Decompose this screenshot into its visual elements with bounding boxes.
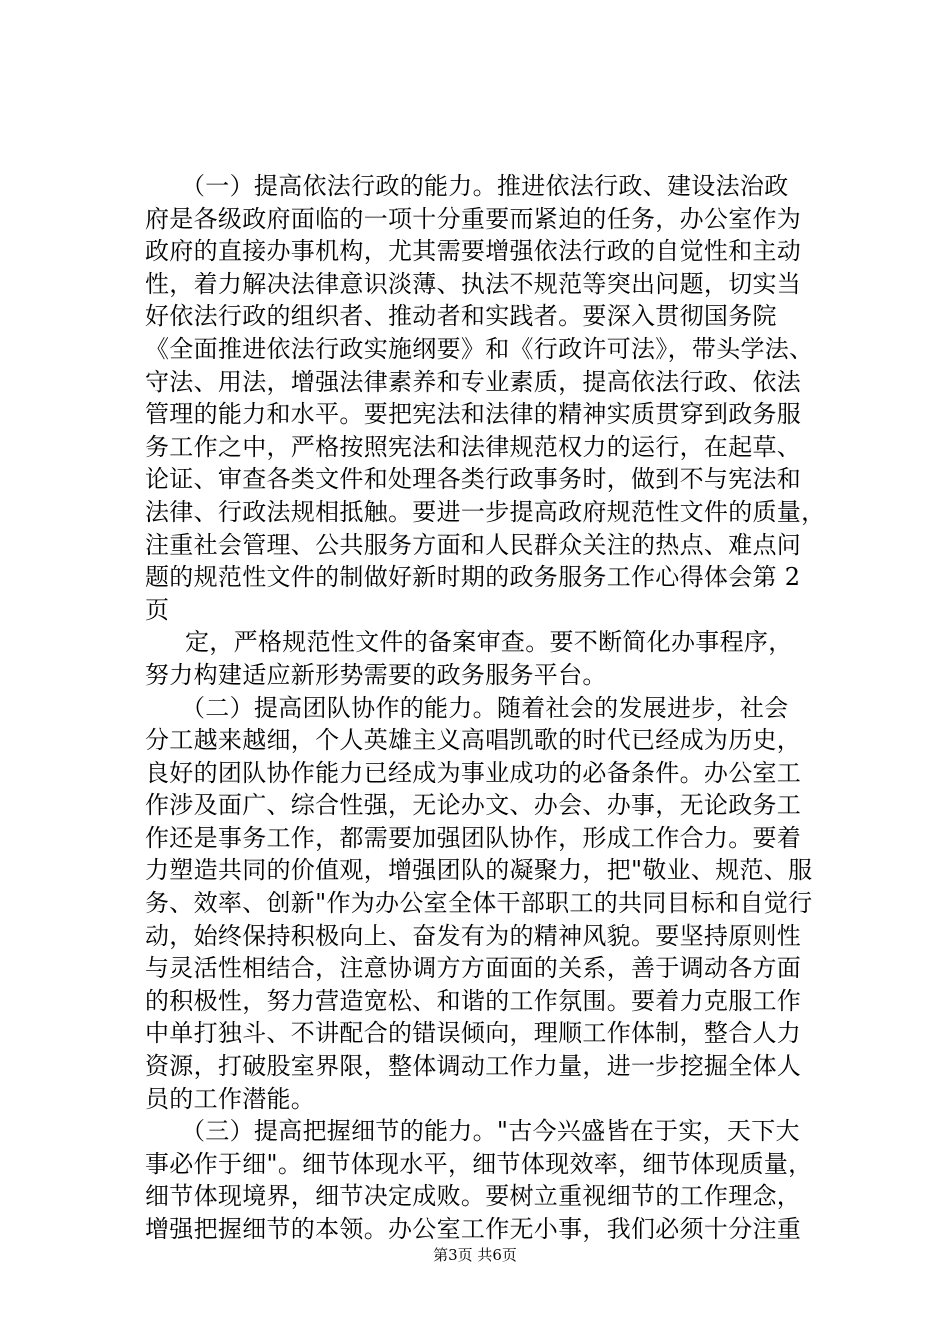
paragraph-3-line-3: 良好的团队协作能力已经成为事业成功的必备条件。办公室工 [145, 758, 802, 787]
page-footer [0, 1245, 950, 1265]
paragraph-3-line-13: 员的工作潜能。 [145, 1084, 316, 1113]
paragraph-4-line-2: 事必作于细"。细节体现水平，细节体现效率，细节体现质量， [145, 1149, 813, 1178]
paragraph-3-line-12: 资源，打破股室界限，整体调动工作力量，进一步挖掘全体人 [145, 1052, 802, 1081]
paragraph-2-line-2: 努力构建适应新形势需要的政务服务平台。 [145, 660, 607, 689]
paragraph-2-line-1: 定，严格规范性文件的备案审查。要不断简化办事程序， [185, 628, 793, 657]
document-body [145, 170, 835, 1246]
paragraph-1-line-4: 性，着力解决法律意识淡薄、执法不规范等突出问题，切实当 [145, 269, 802, 298]
paragraph-4-line-3: 细节体现境界，细节决定成败。要树立重视细节的工作理念， [145, 1182, 802, 1211]
page-number-label: 第3页 共6页 [433, 1246, 517, 1264]
paragraph-1-line-5: 好依法行政的组织者、推动者和实践者。要深入贯彻国务院 [145, 302, 777, 331]
paragraph-1-line-2: 府是各级政府面临的一项十分重要而紧迫的任务，办公室作为 [145, 204, 802, 233]
paragraph-1-line-8: 管理的能力和水平。要把宪法和法律的精神实质贯穿到政务服 [145, 400, 802, 429]
paragraph-3-line-4: 作涉及面广、综合性强，无论办文、办会、办事，无论政务工 [145, 791, 802, 820]
paragraph-3-line-1: （二）提高团队协作的能力。随着社会的发展进步，社会 [181, 693, 789, 722]
paragraph-3-line-9: 与灵活性相结合，注意协调方方面面的关系，善于调动各方面 [145, 954, 802, 983]
paragraph-1-line-7: 守法、用法，增强法律素养和专业素质，提高依法行政、依法 [145, 367, 802, 396]
paragraph-3-line-2: 分工越来越细，个人英雄主义高唱凯歌的时代已经成为历史， [145, 726, 802, 755]
paragraph-4-line-1: （三）提高把握细节的能力。"古今兴盛皆在于实，天下大 [181, 1117, 800, 1146]
paragraph-1-line-11: 法律、行政法规相抵触。要进一步提高政府规范性文件的质量， [145, 497, 826, 526]
paragraph-1-line-6: 《全面推进依法行政实施纲要》和《行政许可法》，带头学法、 [145, 334, 814, 363]
paragraph-3-line-5: 作还是事务工作，都需要加强团队协作，形成工作合力。要着 [145, 823, 802, 852]
paragraph-1-line-3: 政府的直接办事机构，尤其需要增强依法行政的自觉性和主动 [145, 237, 802, 266]
paragraph-3-line-6: 力塑造共同的价值观，增强团队的凝聚力，把"敬业、规范、服 [145, 856, 813, 885]
paragraph-1-line-14: 页 [145, 595, 170, 624]
paragraph-1-line-9: 务工作之中，严格按照宪法和法律规范权力的运行，在起草、 [145, 432, 802, 461]
paragraph-1-line-1: （一）提高依法行政的能力。推进依法行政、建设法治政 [181, 172, 789, 200]
paragraph-1-line-12: 注重社会管理、公共服务方面和人民群众关注的热点、难点问 [145, 530, 802, 559]
paragraph-4-line-4: 增强把握细节的本领。办公室工作无小事，我们必须十分注重 [145, 1215, 802, 1243]
paragraph-3-line-8: 动，始终保持积极向上、奋发有为的精神风貌。要坚持原则性 [145, 921, 802, 950]
paragraph-1-line-10: 论证、审查各类文件和处理各类行政事务时，做到不与宪法和 [145, 465, 802, 494]
paragraph-3-line-10: 的积极性，努力营造宽松、和谐的工作氛围。要着力克服工作 [145, 986, 802, 1015]
paragraph-3-line-11: 中单打独斗、不讲配合的错误倾向，理顺工作体制，整合人力 [145, 1019, 802, 1048]
paragraph-3-line-7: 务、效率、创新"作为办公室全体干部职工的共同目标和自觉行 [145, 889, 813, 918]
paragraph-1-line-13: 题的规范性文件的制做好新时期的政务服务工作心得体会第 2 [145, 563, 801, 592]
